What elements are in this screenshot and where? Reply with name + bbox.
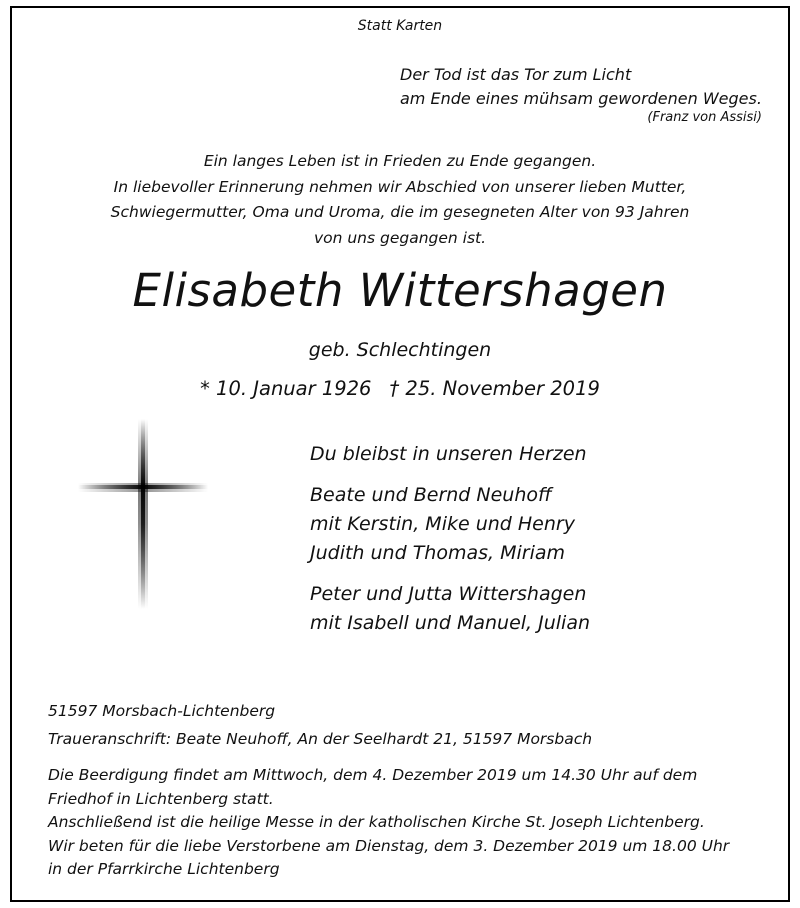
intro-text — [12, 149, 788, 251]
funeral-line: Wir beten für die liebe Verstorbene am Dienstag, dem 3. Dezember 2019 um 18.00 Uhr — [48, 836, 730, 855]
intro-line: Schwiegermutter, Oma und Uroma, die im gesegneten Alter von 93 Jahren — [110, 203, 690, 221]
mourner-line: mit Isabell und Manuel, Julian — [310, 612, 591, 634]
quote-block — [400, 63, 762, 111]
mourner-line: Peter und Jutta Wittershagen — [310, 583, 587, 605]
obituary-notice — [10, 6, 790, 902]
cross-icon — [78, 419, 208, 609]
intro-line: Ein langes Leben ist in Frieden zu Ende gegangen. — [203, 152, 597, 170]
mourning-address-line: Traueranschrift: Beate Neuhoff, An der Seelhardt 21, 51597 Morsbach — [48, 730, 593, 748]
place-line: 51597 Morsbach-Lichtenberg — [48, 702, 276, 720]
intro-line: In liebevoller Erinnerung nehmen wir Abschied von unserer lieben Mutter, — [113, 177, 687, 196]
funeral-line: Anschließend ist die heilige Messe in der katholischen Kirche St. Joseph Lichtenberg. — [48, 813, 705, 831]
quote-line: am Ende eines mühsam gewordenen Weges. — [400, 89, 762, 108]
deceased-name: Elisabeth Wittershagen — [132, 264, 668, 317]
quote-line: Der Tod ist das Tor zum Licht — [400, 65, 632, 84]
motto: Du bleibst in unseren Herzen — [310, 443, 587, 465]
funeral-line: in der Pfarrkirche Lichtenberg — [48, 860, 280, 878]
intro-line: von uns gegangen ist. — [313, 228, 487, 247]
quote-source: (Franz von Assisi) — [647, 110, 762, 125]
mourner-line: mit Kerstin, Mike und Henry — [310, 513, 575, 535]
statt-karten-label: Statt Karten — [357, 18, 443, 34]
mourner-line: Judith und Thomas, Miriam — [310, 542, 566, 564]
birth-name: geb. Schlechtingen — [308, 339, 492, 361]
address-block — [48, 697, 592, 753]
funeral-line: Die Beerdigung findet am Mittwoch, dem 4. Dezember 2019 um 14.30 Uhr auf dem — [48, 766, 698, 784]
birth-date: * 10. Januar 1926 — [200, 377, 372, 400]
funeral-line: Friedhof in Lichtenberg statt. — [48, 789, 274, 808]
death-date: † 25. November 2019 — [389, 377, 600, 400]
mourner-line: Beate und Bernd Neuhoff — [310, 484, 552, 506]
funeral-info — [48, 764, 729, 882]
life-dates — [12, 377, 788, 400]
mourners-block — [310, 440, 590, 638]
